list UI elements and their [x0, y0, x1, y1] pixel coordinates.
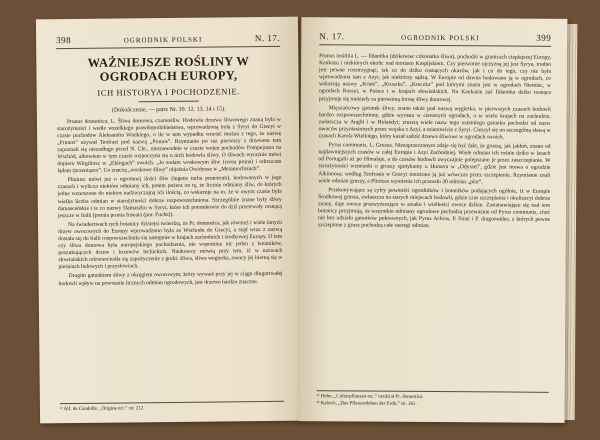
- right-paragraph: Mięszańcowy gatunek śliwy, znane także pod nazwą węgierka, w pierwszych czasach hodowli bardzo rozpowszechniony, gdzie wyrasta w cienistych ogrodach, a w wielu krajach na zachodzie, zwłaszcza w Anglii i w Holandyi; zresztą wiele nazw tego ostatniego gatunku pochodzi od nazw owoców przyniesionych przez wojska z Azyi, a mianowicie z Syryi. Cieszył się on szczególną sławą w czasach Karola Wielkiego, który kazał sadzić drzewa śliwowe w ogrodach swoich.: [318, 104, 551, 141]
- left-paragraph: Pliniusz mówi już o ogromnej ilości śliw (ingens turba prunorum), hodowanych w jego czasach i wylicza niektóre odmiany ich, potem pożera on tę, że licznie odmiany śliw, do których jedne wznoszone do niebios nadzwyczajną ich ilością, co wskazuje na to, że w owym czasie była wielka liczba odmian w starożytności dobrze rozpowszechniona. Szczególnie znane były śliwy damasceńskie i te co nazwy Damaszku w Syryi, które ich potomkowie do dziś przetrwały rosnącą jeszcze w Italii (pronia pronia fuseata (por. Fuchs)).: [57, 175, 282, 219]
- right-running-title: OGRODNIK POLSKI: [401, 33, 480, 43]
- right-page: [299, 17, 568, 423]
- right-paragraph: Prunus insititia L. — Ildanitka (dzikowiec czkonatka śliwa), pochodzi w granicach cieplejszej Europy, Kaukazu i niektórych okolic nad morzem Kaspijskiem. Czy pierwotne ojczyzną jej jest Syrya, trudno jest pewne rozstrzygnąć, tak co do dziko rosnących okazów, jak i co do tego, czy nie była wprowadzona tam z Azyi, jak niektórzy sądzą. W Europie od dawna hodowano ją w ogrodach, co wskazują nazwy „Kriek”, „Kruszka”, „Kreczka” pod którymi znana jest w ogrodach Niemiec, w ogrodach Rossyi, w Polsce i w krajach słowiańskich. Na Kaukazie zaś Ildanitka dziko rosnąca przyjmuje się niekiedy za pierwotną formę śliwy domowej.: [318, 53, 552, 103]
- left-paragraph: Prunus domestica, L. Śliwa domowa, czarnośliw. Hodowla drzewa śliwowego znaną była w starożytności i wedle wszelkiego prawdopodobieństwa, wprowadzoną była z Syryi do Grecyi w czasie pochodów Aleksandra Wielkiego, o ile w tem wypadku wnosić można z tego, że nazwę „Prunos” używał Teofrast pod nazwą „Prunos”. Rzymianie po raz pierwszy z drzewem tem zapoznali się niezadługo przed N. Chr., nieznawodnie w czasie wojen pochodów Pompejusza na Wschód, albowiem w tym czasie rozpoczyna się u nich hodowla śliwy. O śliwach wyraźnie mówi dopiero Wirgiliusz w „Eklogach” swoich. „Jo sodam woskowym śliw (cerea pruna) i odrzucam lądem (przeniąszo”. Co znaczą „woskowe śliwy” objaśnia Owidyusz w „Metamorfozach”.: [57, 116, 282, 175]
- title-divider: [139, 100, 199, 102]
- right-body: [318, 53, 551, 231]
- article-subtitle: ICH HISTORYA I POCHODZENIE.: [97, 85, 240, 98]
- left-paragraph: Drugim gatunkiem śliwy z okręgiem owocowym, który wywarł przy jej w ciągu długotrwałej hodowli wpływ na powstanie licznych odmian ogrodowych, jest drzewo hardzo znaczne.: [58, 271, 283, 287]
- right-issue-number: N. 17.: [319, 31, 345, 42]
- footnote: ²⁾ Kahsch, „Das Pflanzenleben der Erde,” str. 361.: [316, 400, 417, 407]
- right-page-number: 399: [536, 32, 552, 43]
- left-footnotes: [60, 400, 284, 413]
- article-title: WAŻNIEJSZE ROŚLINY W OGRODACH EUROPY,: [87, 54, 250, 84]
- right-running-head: [319, 31, 551, 47]
- right-paragraph: Przekonywające są cyfry pewności ogrodników i botaników podających ogólnie, iż w Europie Środkowej grusza, zwłaszcza na starych miejscach hodowli, gdzie czas szczepienia i okulizacyi dobrze znany, daje owoce przewyższające w smaku i wielkości owoce dzikie. Zastanawiające się nad tem botanicy przyjmują, że wszystkie odmiany ogrodowe pochodzą przeważnie od Pyrus communis, choć nie bez udziału gatunków pokrewnych, jak Pyrus Achras, P. Sinai i P. dragonoides, z których pewne szczepione z grusz pochodzą całe szeregi odmian.: [317, 186, 551, 230]
- left-running-head: [56, 33, 280, 49]
- left-paragraph: Na świadectwach tych botanicy dzisiejsi twierdzą, że Pr. domestica, jak również i wiele innych drzew owocowych do Europy wprowadzono była ze Wschodu do Grecyi, a stąd wraz z nazwą dostała się do Italii rozpowszechniła się następnie w krajach zachodnich i środkowej Europy. O tem czy śliwa domowa była europejskiego pochodzenia, nie wspomina nic jeden z botaników, poszukujących drzew i krzewów lechickich. Naukowcy mówią przy tem, iż w nazwach słowiańskich odzwierciedla się zapożyczenie z greki: śliwa, śliwa wegierka, owocy jej bierną się w pieśniach ludowych i przysłowiach.: [58, 219, 283, 271]
- left-page: [36, 17, 302, 424]
- left-running-title: OGRODNIK POLSKI: [123, 35, 203, 45]
- left-body: [57, 116, 283, 287]
- right-paragraph: Pyrus communis, L. Grusza. Niezaprzeczonym zdaje się być fakt, że gruszę, jak jabłoń, znano od najdawniejszych czasów w całej Europie i Azyi Zachodniej. Wiele odmian ich rośnie dziko w lasach od Portugalii aż po Himalaje, a do czasów hodowli zwyczajnie polepszano je przez zaszczepianie. W starożytności wzmianki o gruszy spotykamy u Homera w „Odyssei”, gdzie jest mowa o ogrodzie Alkinoosa; według Teofrasta w Grecyi mnożono ją już wówczas przez szczepienie. Rzymianie znali wiele odmian gruszy, a Pliniusz wymienia ich przeszło 30 odmian „pira”.: [318, 142, 551, 185]
- left-issue-number: N. 17.: [254, 32, 281, 44]
- footnote: ¹⁾ Hehn, „Culturpflanzen etc.” rozdział Pr. domestica.: [316, 394, 424, 401]
- left-page-number: 398: [56, 35, 72, 46]
- footnote: ¹⁾ Alf. de Candolle, „Origine etc.” str. 212.: [59, 405, 145, 412]
- right-footnotes: [317, 390, 549, 408]
- continuation-note: (Dokończenie, — patrz Nr. 10. 12. 13. 14 i 15).: [111, 105, 226, 114]
